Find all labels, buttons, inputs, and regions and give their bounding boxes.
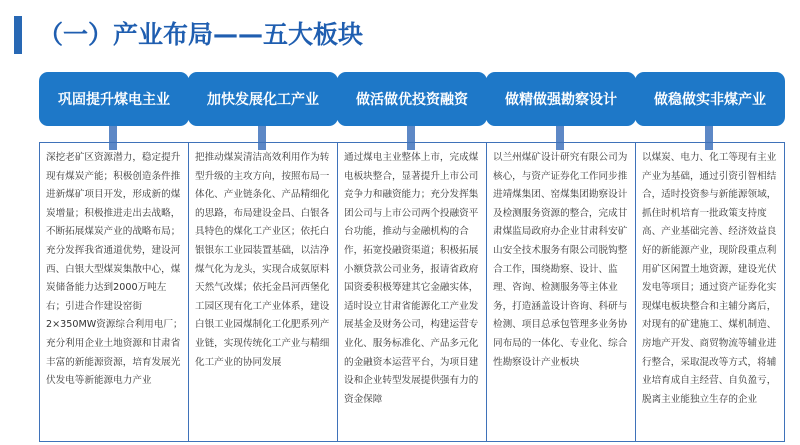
- panel-body: 通过煤电主业整体上市，完成煤电板块整合，显著提升上市公司竞争力和融资能力；充分发挥集团公司与上市公司两个投融资平台功能，推动与金融机构的合作，拓宽投融资渠道；积极拓展小额贷款公司业务，报请省政府国资委积极筹建其它金融实体，适时设立甘肃省能源化工产业发展基金及财务公司，构建运营专业化、服务标准化、产品多元化的金融资本运营平台，为项目建设和企业转型发展提供强有力的资金保障: [337, 142, 487, 442]
- panel-non-coal: [635, 72, 785, 444]
- panel-body: 深挖老矿区资源潜力，稳定提升现有煤炭产能；积极创造条件推进新煤矿项目开发，形成新的煤炭增量；积极推进走出去战略，不断拓展煤炭产业的战略布局；充分发挥我省通道优势，建设河西、白银大型煤炭集散中心，煤炭储备能力达到2000万吨左右；引进合作建设窑街2×350MW资源综合利用电厂；充分利用企业土地资源和甘肃省丰富的新能源资源，培育发展光伏发电等新能源电力产业: [39, 142, 189, 442]
- panel-chemical: [188, 72, 338, 444]
- panel-heading: 加快发展化工产业: [188, 72, 338, 126]
- panel-finance: [337, 72, 487, 444]
- panel-heading: 做精做强勘察设计: [486, 72, 636, 126]
- panel-body: 以煤炭、电力、化工等现有主业产业为基础，通过引资引智相结合，适时投资参与新能源领域，抓住时机培育一批政策支持度高、产业基础完善、经济效益良好的新能源产业，现阶段重点利用矿区闲置土地资源，建设光伏发电等项目；通过资产证券化实现煤电板块整合和主辅分离后，对现有的矿建施工、煤机制造、房地产开发、商贸物流等辅业进行整合，采取混改等方式，将辅业培育成自主经营、自负盈亏，脱离主业能独立生存的企业: [635, 142, 785, 442]
- panel-body: 以兰州煤矿设计研究有限公司为核心，与资产证券化工作同步推进靖煤集团、窑煤集团勘察设计及检测服务资源的整合，完成甘肃煤监局政府办企业甘肃科安矿山安全技术服务有限公司脱钩整合工作，围绕勘察、设计、监理、咨询、检测服务等主体业务，打造涵盖设计咨询、科研与检测、项目总承包管理多业务协同布局的一体化、专业化、综合性勘察设计产业板块: [486, 142, 636, 442]
- title-accent-bar: [14, 16, 22, 54]
- panel-survey-design: [486, 72, 636, 444]
- panel-body: 把推动煤炭清洁高效利用作为转型升级的主攻方向，按照布局一体化、产业链条化、产品精细化的思路，布局建设金昌、白银各具特色的煤化工产业区；依托白银银东工业园装置基础，以洁净煤气化为龙头，实现合成氨原料天然气改煤；依托金昌河西堡化工园区现有化工产业体系，建设白银工业园煤制化工化肥系列产业链，实现传统化工产业与精细化工产业的协同发展: [188, 142, 338, 442]
- panel-heading: 巩固提升煤电主业: [39, 72, 189, 126]
- page-title: （一）产业布局——五大板块: [38, 20, 364, 49]
- panel-heading: 做稳做实非煤产业: [635, 72, 785, 126]
- panel-coal-power: [39, 72, 189, 444]
- panel-heading: 做活做优投资融资: [337, 72, 487, 126]
